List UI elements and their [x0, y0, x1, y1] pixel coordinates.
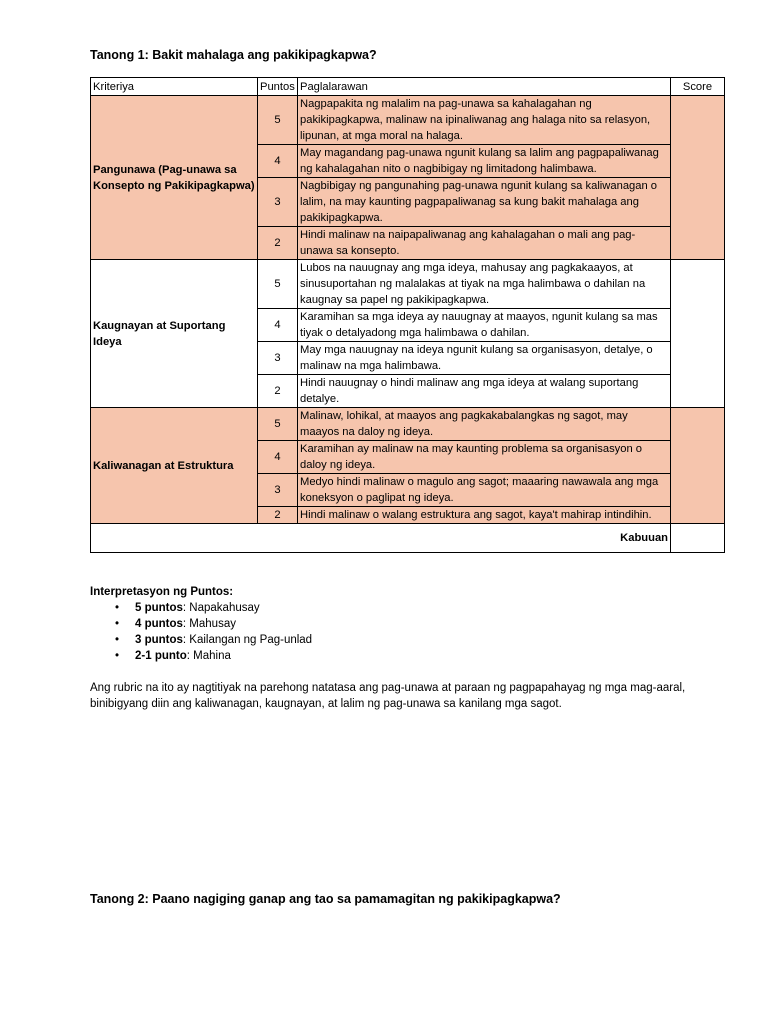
description-cell: Karamihan ay malinaw na may kaunting problema sa organisasyon o daloy ng ideya. [298, 441, 671, 474]
total-score-cell[interactable] [671, 524, 725, 553]
points-cell: 2 [258, 227, 298, 260]
list-item [135, 648, 312, 664]
points-cell: 2 [258, 375, 298, 408]
points-cell: 3 [258, 178, 298, 227]
header-puntos: Puntos [258, 78, 298, 96]
description-cell: Hindi malinaw na naipapaliwanag ang kahalagahan o mali ang pag-unawa sa konsepto. [298, 227, 671, 260]
interpretation-section [90, 584, 312, 664]
table-header-row [91, 78, 725, 96]
score-cell[interactable] [671, 408, 725, 524]
list-item [135, 616, 312, 632]
description-cell: Hindi nauugnay o hindi malinaw ang mga ideya at walang suportang detalye. [298, 375, 671, 408]
interpretation-title: Interpretasyon ng Puntos: [90, 586, 234, 598]
points-label: 3 puntos [135, 634, 183, 646]
rubric-table [90, 77, 725, 553]
description-cell: Karamihan sa mga ideya ay nauugnay at maayos, ngunit kulang sa mas tiyak o detalyadong mga halimbawa o dahilan. [298, 309, 671, 342]
points-cell: 4 [258, 145, 298, 178]
points-cell: 5 [258, 408, 298, 441]
points-cell: 3 [258, 474, 298, 507]
header-paglalarawan: Paglalarawan [298, 78, 671, 96]
points-cell: 3 [258, 342, 298, 375]
description-cell: Nagbibigay ng pangunahing pag-unawa ngunit kulang sa kaliwanagan o lalim, na may kaunting pagpapaliwanag sa kung bakit mahalaga ang pakikipagkapwa. [298, 178, 671, 227]
score-cell[interactable] [671, 260, 725, 408]
points-meaning: : Mahina [186, 650, 231, 662]
criterion-kaliwanagan: Kaliwanagan at Estruktura [91, 408, 258, 524]
score-cell[interactable] [671, 96, 725, 260]
points-meaning: : Napakahusay [182, 602, 260, 614]
header-score: Score [671, 78, 725, 96]
description-cell: May mga nauugnay na ideya ngunit kulang sa organisasyon, detalye, o malinaw na mga halimbawa. [298, 342, 671, 375]
table-row [91, 408, 725, 441]
points-cell: 2 [258, 507, 298, 524]
points-label: 2-1 punto [135, 650, 187, 662]
total-label: Kabuuan [91, 524, 671, 553]
question-1-title: Tanong 1: Bakit mahalaga ang pakikipagkapwa? [90, 48, 377, 62]
criterion-pangunawa: Pangunawa (Pag-unawa sa Konsepto ng Pakikipagkapwa) [91, 96, 258, 260]
list-item [135, 600, 312, 616]
description-cell: Lubos na nauugnay ang mga ideya, mahusay ang pagkakaayos, at sinusuportahan ng malalakas at tiyak na mga halimbawa o dahilan na kaugnay sa papel ng pakikipagkapwa. [298, 260, 671, 309]
description-cell: Malinaw, lohikal, at maayos ang pagkakabalangkas ng sagot, may maayos na daloy ng ideya. [298, 408, 671, 441]
points-label: 5 puntos [135, 602, 183, 614]
criterion-kaugnayan: Kaugnayan at Suportang Ideya [91, 260, 258, 408]
header-kriteriya: Kriteriya [91, 78, 258, 96]
table-row [91, 96, 725, 145]
interpretation-list [90, 600, 312, 664]
description-cell: Nagpapakita ng malalim na pag-unawa sa kahalagahan ng pakikipagkapwa, malinaw na ipinaliwanag ang halaga nito sa relasyon, lipunan, at mga moral na halaga. [298, 96, 671, 145]
description-cell: May magandang pag-unawa ngunit kulang sa lalim ang pagpapaliwanag ng kahalagahan nito o nagbibigay ng limitadong halimbawa. [298, 145, 671, 178]
points-label: 4 puntos [135, 618, 183, 630]
points-meaning: : Kailangan ng Pag-unlad [182, 634, 313, 646]
rubric-explanation: Ang rubric na ito ay nagtitiyak na parehong natatasa ang pag-unawa at paraan ng pagpapahayag ng mga mag-aaral, binibigyang diin ang kaliwanagan, kaugnayan, at lalim ng pag-unawa sa kanilang mga sagot. [90, 682, 686, 710]
total-row [91, 524, 725, 553]
description-cell: Hindi malinaw o walang estruktura ang sagot, kaya't mahirap intindihin. [298, 507, 671, 524]
description-cell: Medyo hindi malinaw o magulo ang sagot; maaaring nawawala ang mga koneksyon o paglipat ng ideya. [298, 474, 671, 507]
question-2-title: Tanong 2: Paano nagiging ganap ang tao sa pamamagitan ng pakikipagkapwa? [90, 892, 561, 906]
points-cell: 4 [258, 441, 298, 474]
points-cell: 5 [258, 96, 298, 145]
points-meaning: : Mahusay [182, 618, 236, 630]
table-row [91, 260, 725, 309]
list-item [135, 632, 312, 648]
points-cell: 4 [258, 309, 298, 342]
points-cell: 5 [258, 260, 298, 309]
